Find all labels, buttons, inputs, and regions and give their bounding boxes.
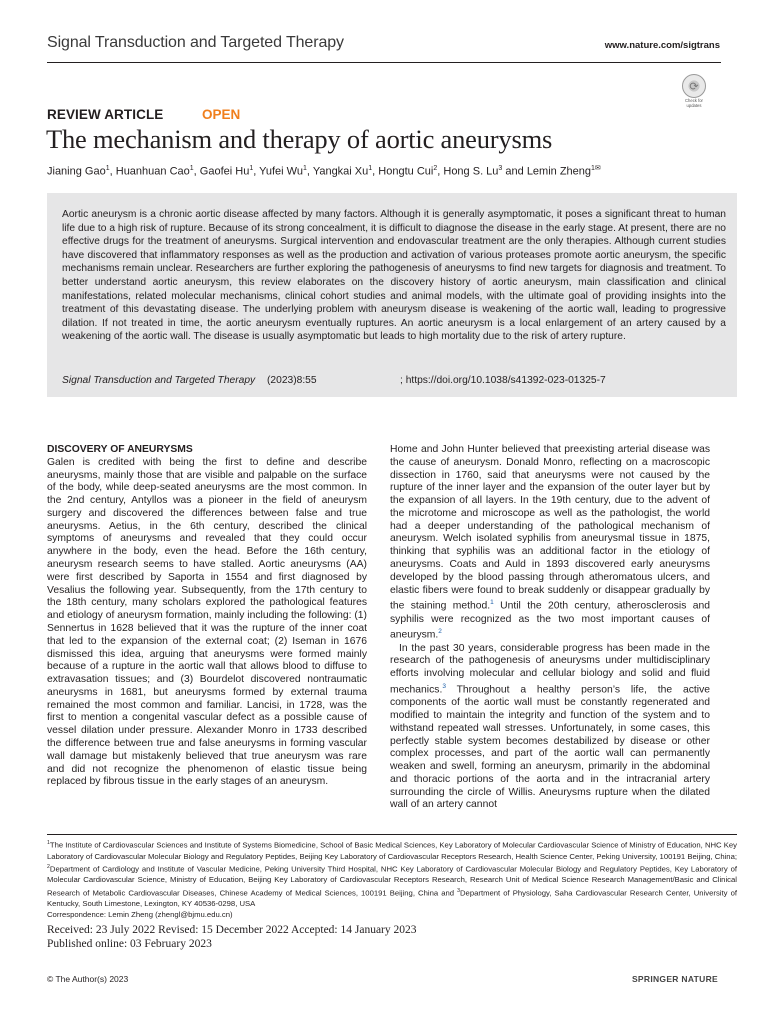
publisher-logo: SPRINGER NATURE: [631, 974, 718, 984]
body-paragraph: [390, 643, 710, 813]
section-heading: DISCOVERY OF ANEURYSMS: [47, 444, 193, 455]
author-name[interactable]: Yufei Wu: [259, 165, 303, 178]
body-paragraph: [390, 444, 710, 643]
doi-link[interactable]: ; https://doi.org/10.1038/s41392-023-01325-7: [400, 375, 606, 386]
author-affiliation: 3: [498, 165, 503, 172]
author-name[interactable]: Yangkai Xu: [312, 165, 369, 178]
body-column-left: [47, 444, 367, 789]
affiliation-text: The Institute of Cardiovascular Sciences and Institute of Systems Biomedicine, School of Basic Medical Sciences, Key Laboratory of Molecular Cardiovascular Science of Ministry of Education, NHC Key Laboratory of Cardiovascular Molecular Biology and Regulatory Peptides, Beijing Key Laboratory of Cardiovascular Receptors Research, Health Science Center, Peking University, 100191 Beijing, China;: [47, 840, 737, 861]
author-name[interactable]: Gaofei Hu: [199, 165, 250, 178]
author-affiliation: 2: [433, 165, 438, 172]
author-affiliation: 1: [249, 165, 254, 172]
body-column-right: [390, 444, 710, 812]
correspondence[interactable]: Correspondence: Lemin Zheng (zhengl@bjmu.edu.cn): [47, 910, 233, 920]
affiliation-mark: 1: [47, 840, 50, 846]
citation-journal: Signal Transduction and Targeted Therapy: [62, 375, 256, 386]
article-type: REVIEW ARTICLE: [47, 107, 164, 122]
paragraph-text: Home and John Hunter believed that preexisting arterial disease was the cause of aneurysm. Donald Monro, reflecting on a macroscopic dissection in 1760, said that aneurysms were not caused by the rupture of the inner layer and the expansion of the outer layer but by the expansion of all layers. In the 19th century, due to the advent of the microtome and microscope as well as the pathologist, the world had a deeper understanding of the pathological mechanism of aneurysm. Welch isolated syphilis from aneurysmal tissue in 1875, thinking that syphilis was an additional factor in the etiology of aneurysms. Coats and Auld in 1893 discovered early aneurysms developed by the blood passing through atheromatous ulcers, and elastic fibers were found to break suddenly or disappear gradually by the staining method.: [390, 444, 710, 612]
header-divider: [47, 62, 721, 63]
reference-link[interactable]: 2: [438, 628, 442, 636]
author-affiliation: 1: [105, 165, 110, 172]
journal-name: Signal Transduction and Targeted Therapy: [47, 34, 344, 51]
footnote-divider: [47, 834, 737, 835]
affiliation-text: Department of Physiology, Saha Cardiovascular Research Center, University of Kentucky, South Limestone, Lexington, KY 40536-0298, USA: [47, 888, 737, 909]
journal-url-link[interactable]: www.nature.com/sigtrans: [604, 40, 720, 51]
author-affiliation: 1✉: [591, 165, 601, 172]
paragraph-text: In the past 30 years, considerable progress has been made in the research of the pathogenesis of aneurysms under multidisciplinary efforts involving molecular and cellular biology and solid and fluid mechanics.: [390, 642, 710, 696]
publication-dates: [47, 924, 417, 951]
open-access-label: OPEN: [202, 107, 241, 122]
body-paragraph: Galen is credited with being the first to define and describe aneurysms, mainly those that are visible and palpable on the surface of the body, while deep-seated aneurysms are the most common. In the 2nd century, Antyllos was a pioneer in the field of aneurysm surgery and discovered the differences between false and true aneurysms. Aetius, in the 6th century, described the clinical symptoms of aneurysms and revealed that they could occur anywhere in the body, even the head. Before the 16th century, aneurysm research seems to have stalled. Aortic aneurysms (AA) were first described by Saporta in 1554 and first diagnosed by Vesalius the following year. Subsequently, from the 17th century to the 18th century, many scholars explored the pathological features and etiology of aneurysm formation, mainly including the following: (1) Sennertus in 1628 believed that it was the rupture of the inner coat that led to the expansion of the external coat; (2) Iseman in 1676 dismissed this idea, arguing that aneurysms were formed mainly because of a rupture in the aortic wall that allows blood to diffuse to extravasation tissues; and (3) Bourdelot discovered nontraumatic aneurysms in 1681, but aneurysms formed by external trauma remained the most common and familiar. Lancisi, in 1728, was the first to mention a congenital vascular defect as a possible cause of vessel dilation under pressure. Alexander Monro in 1733 described the difference between true and false aneurysms in forming vascular wall damage but mistakenly believed that true aneurysm was rare and did not recognize the phenomenon of elastic tissue being replaced by fibrous tissue in the early stages of an aneurysm.: [47, 456, 367, 788]
paragraph-text: Until the 20th century, atherosclerosis and syphilis were recognized as the two most important causes of aneurysm.: [390, 600, 711, 641]
published-date: Published online: 03 February 2023: [47, 937, 212, 950]
check-updates-icon: ⟳: [682, 74, 706, 98]
author-list: Jianing Gao$^1$, Huanhuan Cao$^1$, Gaofei Hu$^1$, Yufei Wu$^1$, Yangkai Xu$^1$, Hongtu Cui$^2$, Hong S. Lu$^3$ and Lemin Zheng$^{1✉}$: [47, 165, 601, 178]
author-conjunction: and: [505, 165, 524, 178]
check-for-updates-badge[interactable]: [681, 74, 707, 106]
received-dates: Received: 23 July 2022 Revised: 15 December 2022 Accepted: 14 January 2023: [47, 924, 417, 936]
author-name[interactable]: Huanhuan Cao: [115, 165, 190, 178]
affiliation-mark: 2: [47, 863, 50, 870]
reference-link[interactable]: 1: [490, 599, 494, 607]
author-affiliation: 1: [368, 165, 373, 172]
author-name[interactable]: Hong S. Lu: [443, 165, 499, 178]
citation-volume: (2023)8:55: [267, 375, 317, 386]
affiliations: [47, 838, 737, 920]
author-affiliation: 1: [189, 165, 194, 172]
author-affiliation: 1: [302, 165, 307, 172]
paragraph-text: Throughout a healthy person’s life, the active components of the aortic wall must be constantly regenerated and modified to maintain the integrity and function of the system and to withstand repeated wall stresses. Unfortunately, in some cases, this perfectly stable system becomes destabilized by disease or other complex processes, and part of the aortic wall can permanently weaken and swell, forming an aneurysm, primarily in the abdominal and thoracic portions of the aorta and in the intracranial artery surrounding the circle of Willis. Aneurysms rupture when the dilated wall of an artery cannot: [390, 684, 710, 811]
copyright: © The Author(s) 2023: [47, 974, 129, 984]
check-updates-label: Check for updates: [685, 98, 703, 108]
author-name[interactable]: Hongtu Cui: [378, 165, 434, 178]
abstract-text: Aortic aneurysm is a chronic aortic disease affected by many factors. Although it is generally asymptomatic, it poses a significant threat to human life due to a high risk of rupture. Because of its strong concealment, it is difficult to diagnose the disease in the early stage. At present, there are no effective drugs for the treatment of aneurysms. Surgical intervention and endovascular treatment are the only therapies. Although current studies have discovered that inflammatory responses as well as the production and activation of various proteases promote aortic aneurysm, the specific mechanisms remain unclear. Researchers are further exploring the pathogenesis of aneurysms to find new targets for diagnosis and treatment. To better understand aortic aneurysm, this review elaborates on the discovery history of aortic aneurysm, main classification and clinical manifestations, related molecular mechanisms, clinical cohort studies and animal models, with the ultimate goal of providing insights into the treatment of this devastating disease. The underlying problem with aneurysm disease is weakening of the aortic wall, leading to progressive dilation. If not treated in time, the aortic aneurysm eventually ruptures. An aortic aneurysm is a local enlargement of an artery caused by a weakening of the aortic wall. The disease is usually asymptomatic but leads to high mortality due to the risk of artery rupture.: [62, 209, 726, 343]
article-title: The mechanism and therapy of aortic aneurysms: [46, 124, 553, 154]
reference-link[interactable]: 3: [442, 682, 446, 690]
affiliation-text: Department of Cardiology and Institute of Vascular Medicine, Peking University Third Hospital, NHC Key Laboratory of Cardiovascular Molecular Biology and Regulatory Peptides, Key Laboratory of Molecular Cardiovascular Science, Ministry of Education, Beijing Key Laboratory of Cardiovascular Receptors Research, Research Unit of Medical Science Research Management/Basic and Clinical Research of Metabolic Cardiovascular Diseases, Chinese Academy of Medical Sciences, 100191 Beijing, China and: [47, 864, 737, 898]
author-name[interactable]: Jianing Gao: [47, 165, 106, 178]
author-name[interactable]: Lemin Zheng: [526, 165, 592, 178]
affiliation-mark: 3: [457, 887, 460, 894]
